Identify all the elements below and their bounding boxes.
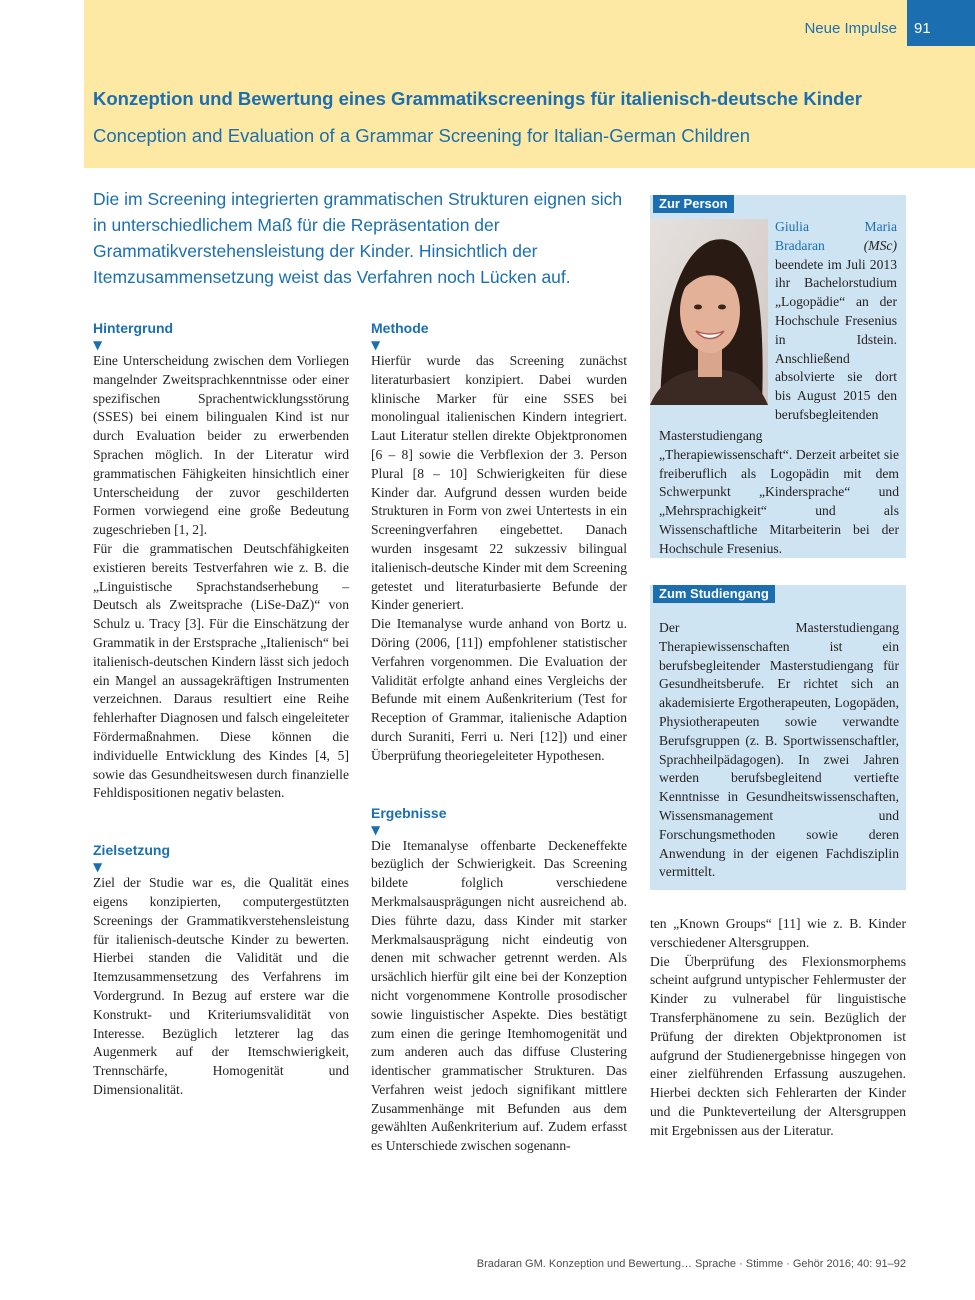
person-degree: (MSc) [863, 237, 897, 253]
studium-text: Der Masterstudiengang Therapiewissenschaften ist ein berufsbegleitender Masterstudiengang für Gesundheitsberufe. Er richtet sich an akademisierte Ergotherapeuten, Logopäden, Physiotherapeuten sowie verwandte Berufsgruppen (z. B. Sportwissenschaftler, Sprachheilpädagogen). In zwei Jahren werden berufsbegleitend vertiefte Kenntnisse in Gesundheitswissenschaften, Wissensmanagement und Forschungsmethoden sowie deren Anwendung in der eigenen Fachdisziplin vermittelt. [659, 620, 899, 880]
person-box-tag: Zur Person [653, 195, 734, 213]
title-english: Conception and Evaluation of a Grammar Screening for Italian-German Children [93, 125, 751, 146]
column-right [650, 915, 906, 1141]
paragraph: Für die grammatischen Deutschfähigkeiten existieren bereits Testverfahren wie z. B. die „Linguistische Sprachstandserhebung – Deutsch als Zweitsprache (LiSe-DaZ)“ von Schulz u. Tracy [3]. Für die Einschätzung der Grammatik in der Erstsprache „Italienisch“ bei italienisch-deutschen Kindern lässt sich jedoch ein Mangel an aussagekräftigen Instrumenten verzeichnen. Daraus resultiert eine Reihe fehlerhafter Diagnosen und falsch eingeleiteter Fördermaßnahmen. Diese können die individuelle Entwicklung des Kindes [4, 5] sowie das Gesundheitswesen durch finanzielle Fehldispositionen negativ belasten. [93, 540, 349, 801]
column-left [93, 318, 349, 1100]
person-bio-intro [775, 218, 897, 425]
arrow-down-icon: ▼ [93, 338, 103, 352]
page-number: 91 [907, 0, 975, 46]
studium-box [650, 585, 906, 890]
paragraph: Hierfür wurde das Screening zunächst literaturbasiert konzipiert. Dabei wurden klinische Marker für eine SSES bei monolingual italienischen Kindern integriert. Laut Literatur stellen direkte Objektpronomen [6 – 8] sowie die Verbflexion der 3. Person Plural [8 – 10] Schwierigkeiten für diese Kinder dar. Aufgrund dessen wurden beide Strukturen in Form von zwei Untertests in ein Screeningverfahren eingebettet. Danach wurden insgesamt 22 sukzessiv bilingual italienisch-deutsche Kinder mit dem Screening getestet und literaturbasierte Befunde der Kinder generiert. [371, 353, 627, 613]
paragraph: Die Itemanalyse wurde anhand von Bortz u. Döring (2006, [11]) empfohlener statistischer Verfahren vorgenommen. Die Evaluation der Validität erfolgte anhand eines Vergleichs der Befunde mit einem Außenkriterium (Test for Reception of Grammar, italienische Adaption durch Suraniti, Ferri u. Neri [12]) und einer Überprüfung theoriegeleiteter Hypothesen. [371, 616, 627, 763]
person-box [650, 195, 906, 558]
heading-hintergrund: Hintergrund [93, 320, 174, 336]
arrow-down-icon: ▼ [93, 860, 103, 875]
section-name: Neue Impulse [804, 20, 897, 37]
paragraph: Ziel der Studie war es, die Qualität eines eigens konzipierten, computergestützten Screenings der Grammatikverstehensleistung für italienisch-deutsche Kinder zu bewerten. Hierbei standen die Validität und die Itemzusammensetzung des Verfahrens im Vordergrund. In Bezug auf erstere war die Konstrukt- und Kriteriumsvalidität von Interesse. Bezüglich letzterer lag das Augenmerk auf der Itemschwierigkeit, Trennschärfe, Homogenität und Dimensionalität. [93, 875, 349, 1097]
arrow-down-icon: ▼ [371, 822, 381, 837]
paragraph: ten „Known Groups“ [11] wie z. B. Kinder verschiedener Altersgruppen. [650, 916, 906, 950]
arrow-down-icon: ▼ [371, 338, 381, 352]
paragraph: Die Überprüfung des Flexionsmorphems scheint aufgrund untypischer Fehlermuster der Kinder zu vulnerabel für linguistische Transferphänomene zu sein. Bezüglich der Prüfung der direkten Objektpronomen ist aufgrund der Studienergebnisse hingegen von einer zielführenden Erfassung auszugehen. Hierbei deckten sich Fehlerarten der Kinder und die Punkteverteilung der Altersgruppen mit Ergebnissen aus der Literatur. [650, 953, 906, 1138]
person-bio-full: Masterstudiengang „Therapiewissenschaft“. Derzeit arbeitet sie freiberuflich als Logopädin mit dem Schwerpunkt „Kindersprache“ und „Mehrsprachigkeit“ und als Wissenschaftliche Mitarbeiterin bei der Hochschule Fresenius. [659, 428, 899, 556]
paragraph: Eine Unterscheidung zwischen dem Vorliegen mangelnder Zweitsprachkenntnisse oder einer spezifischen Sprachentwicklungsstörung (SSES) bei einem bilingualen Kind ist nur durch Evaluation beider zu erwerbenden Sprachen möglich. In der Literatur wird grammatischen Fähigkeiten hinsichtlich einer Unterscheidung der zuvor geschilderten Formen vorwiegend eine große Bedeutung zugeschrieben [1, 2]. [93, 353, 349, 538]
header-tab [804, 0, 975, 46]
person-name: Giulia Maria Bradaran [775, 219, 897, 253]
heading-methode: Methode [371, 320, 429, 336]
footer-citation: Bradaran GM. Konzeption und Bewertung… Sprache · Stimme · Gehör 2016; 40: 91–92 [476, 1258, 906, 1270]
title-german: Konzeption und Bewertung eines Grammatikscreenings für italienisch-deutsche Kinder [93, 88, 862, 109]
column-middle [371, 318, 627, 1156]
abstract: Die im Screening integrierten grammatischen Strukturen eignen sich in unterschiedlichem Maß für die Repräsentation der Grammatikverstehensleistung der Kinder. Hinsichtlich der Itemzusammensetzung weist das Verfahren noch Lücken auf. [93, 189, 623, 287]
studium-box-tag: Zum Studiengang [653, 585, 775, 603]
person-bio-right: beendete im Juli 2013 ihr Bachelorstudium „Logopädie“ an der Hochschule Fresenius in Idstein. Anschließend absolvierte sie dort bis August 2015 den berufsbegleitenden [775, 256, 897, 422]
heading-zielsetzung: Zielsetzung [93, 842, 171, 859]
heading-ergebnisse: Ergebnisse [371, 804, 447, 821]
paragraph: Die Itemanalyse offenbarte Deckeneffekte bezüglich der Schwierigkeit. Das Screening bildete folglich verschiedene Merkmalsausprägungen nicht ausreichend ab. Dies führte dazu, dass Kinder mit starker Merkmalsausprägung nicht eindeutig von denen mit schwacher getrennt werden. Als ursächlich hierfür gilt eine bei der Konzeption nicht vorgenommene Kontrolle prosodischer sowie linguistischer Aspekte. Dies bestätigt zum einen die geringe Itemhomogenität und zum anderen auch das diffuse Clustering identischer grammatischer Strukturen. Das Verfahren weist jedoch signifikant mittlere Zusammenhänge mit Befunden aus dem gewählten Außenkriterium auf. Zudem erfasst es Unterschiede zwischen sogenann- [371, 837, 627, 1154]
portrait-photo [650, 219, 768, 405]
